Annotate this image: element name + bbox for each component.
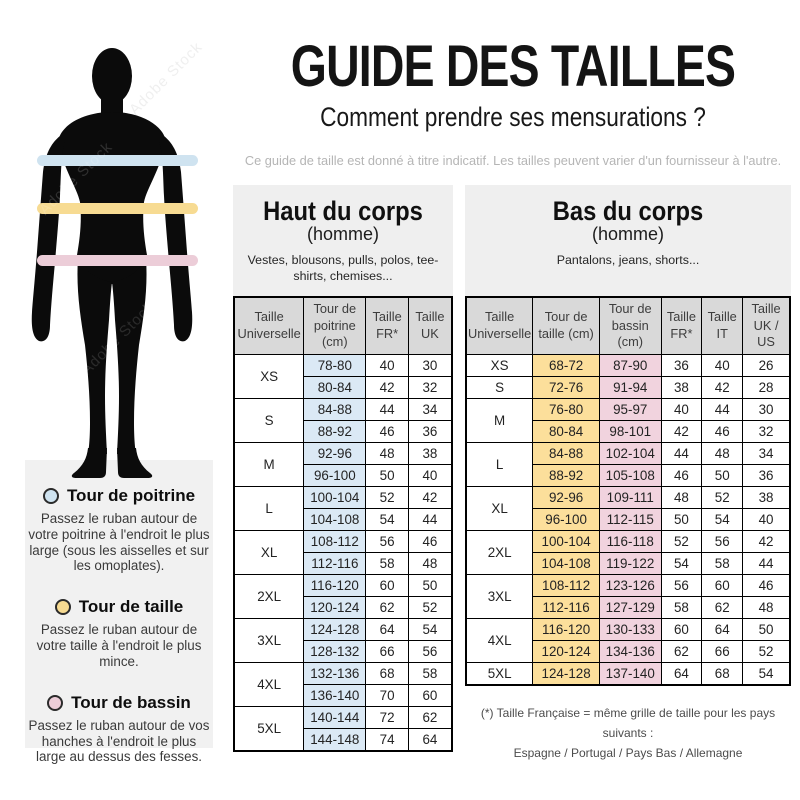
- measure-cell: 68: [702, 663, 743, 686]
- measure-cell: 87-90: [599, 355, 661, 377]
- measure-cell: 60: [661, 619, 702, 641]
- column-header: Taille IT: [702, 297, 743, 355]
- measure-cell: 98-101: [599, 421, 661, 443]
- measure-cell: 50: [702, 465, 743, 487]
- chest-color-dot-icon: [43, 488, 59, 504]
- measure-cell: 50: [366, 465, 409, 487]
- measure-cell: 112-116: [304, 553, 366, 575]
- measure-cell: 54: [661, 553, 702, 575]
- size-cell: 5XL: [466, 663, 533, 686]
- column-header: Tour de taille (cm): [533, 297, 600, 355]
- table-row: [234, 619, 452, 641]
- size-cell: 3XL: [466, 575, 533, 619]
- measure-cell: 116-120: [533, 619, 600, 641]
- legend-item-waist: [25, 597, 213, 669]
- measure-cell: 120-124: [304, 597, 366, 619]
- size-cell: 2XL: [234, 575, 304, 619]
- measure-cell: 42: [702, 377, 743, 399]
- stock-watermark: Adobe Stock: [126, 38, 207, 119]
- measure-cell: 46: [743, 575, 790, 597]
- measure-cell: 42: [743, 531, 790, 553]
- measure-cell: 30: [743, 399, 790, 421]
- size-cell: L: [234, 487, 304, 531]
- size-cell: 5XL: [234, 707, 304, 752]
- size-cell: L: [466, 443, 533, 487]
- size-cell: M: [466, 399, 533, 443]
- measure-cell: 108-112: [304, 531, 366, 553]
- column-header: Tour de poitrine (cm): [304, 297, 366, 355]
- footnote-line1: (*) Taille Française = même grille de taille pour les pays suivants :: [480, 706, 776, 740]
- measure-cell: 76-80: [533, 399, 600, 421]
- measure-cell: 64: [661, 663, 702, 686]
- measure-cell: 64: [366, 619, 409, 641]
- page-subtitle: Comment prendre ses mensurations ?: [320, 102, 706, 132]
- legend-title: Tour de bassin: [71, 692, 191, 712]
- legend-item-hips: [25, 693, 213, 765]
- lower-body-size-table: [465, 296, 791, 686]
- measure-cell: 32: [743, 421, 790, 443]
- measure-cell: 80-84: [533, 421, 600, 443]
- measure-cell: 104-108: [533, 553, 600, 575]
- table-row: [466, 487, 790, 509]
- measure-cell: 44: [702, 399, 743, 421]
- table-row: [466, 663, 790, 686]
- size-cell: S: [234, 399, 304, 443]
- header: [230, 34, 796, 133]
- measure-cell: 52: [366, 487, 409, 509]
- measure-cell: 128-132: [304, 641, 366, 663]
- measure-cell: 56: [702, 531, 743, 553]
- table-row: [234, 355, 452, 377]
- measure-cell: 64: [702, 619, 743, 641]
- column-header: Taille UK: [408, 297, 452, 355]
- measure-cell: 36: [408, 421, 452, 443]
- measure-cell: 50: [661, 509, 702, 531]
- measure-cell: 66: [366, 641, 409, 663]
- measure-cell: 48: [366, 443, 409, 465]
- legend-item-chest: [25, 486, 213, 574]
- size-cell: 4XL: [234, 663, 304, 707]
- measure-cell: 80-84: [304, 377, 366, 399]
- measure-cell: 140-144: [304, 707, 366, 729]
- measure-cell: 112-115: [599, 509, 661, 531]
- table-row: [466, 377, 790, 399]
- legend-panel: [25, 460, 213, 765]
- measure-cell: 44: [408, 509, 452, 531]
- measure-cell: 92-96: [304, 443, 366, 465]
- measure-cell: 108-112: [533, 575, 600, 597]
- footnote: [465, 704, 791, 763]
- table-row: [234, 531, 452, 553]
- footnote-line2: Espagne / Portugal / Pays Bas / Allemagne: [513, 745, 743, 760]
- upper-panel-gender: (homme): [306, 224, 379, 244]
- measure-cell: 46: [702, 421, 743, 443]
- size-cell: 2XL: [466, 531, 533, 575]
- table-row: [234, 663, 452, 685]
- size-cell: XS: [466, 355, 533, 377]
- disclaimer-text: Ce guide de taille est donné à titre indicatif. Les tailles peuvent varier d'un fournisseur à l'autre.: [244, 153, 782, 168]
- legend-text: Passez le ruban autour de votre poitrine à l'endroit le plus large (sous les aisselles et sur les omoplates).: [28, 511, 210, 574]
- measure-cell: 72-76: [533, 377, 600, 399]
- upper-panel-header: [233, 185, 453, 296]
- measure-cell: 54: [366, 509, 409, 531]
- size-cell: XL: [466, 487, 533, 531]
- measure-cell: 48: [702, 443, 743, 465]
- measure-cell: 36: [743, 465, 790, 487]
- measure-cell: 58: [661, 597, 702, 619]
- measure-cell: 132-136: [304, 663, 366, 685]
- legend-title-row: [25, 693, 213, 713]
- measure-cell: 68: [366, 663, 409, 685]
- measure-cell: 48: [661, 487, 702, 509]
- column-header: Tour de bassin (cm): [599, 297, 661, 355]
- measure-cell: 48: [743, 597, 790, 619]
- measure-cell: 28: [743, 377, 790, 399]
- table-row: [466, 355, 790, 377]
- hips-measure-band: [37, 255, 198, 266]
- measure-cell: 102-104: [599, 443, 661, 465]
- measure-cell: 56: [366, 531, 409, 553]
- measure-cell: 34: [743, 443, 790, 465]
- measure-cell: 46: [661, 465, 702, 487]
- legend-title: Tour de taille: [78, 597, 184, 617]
- table-row: [466, 443, 790, 465]
- measure-cell: 137-140: [599, 663, 661, 686]
- table-row: [466, 531, 790, 553]
- measure-cell: 58: [702, 553, 743, 575]
- lower-panel-description: Pantalons, jeans, shorts...: [556, 252, 700, 267]
- measure-cell: 42: [366, 377, 409, 399]
- measure-cell: 54: [743, 663, 790, 686]
- measure-cell: 66: [702, 641, 743, 663]
- size-cell: XS: [234, 355, 304, 399]
- page-title: GUIDE DES TAILLES: [290, 34, 736, 99]
- lower-panel-header: [465, 185, 791, 296]
- measure-cell: 46: [366, 421, 409, 443]
- measure-cell: 88-92: [533, 465, 600, 487]
- measure-cell: 68-72: [533, 355, 600, 377]
- measure-cell: 136-140: [304, 685, 366, 707]
- measure-cell: 60: [702, 575, 743, 597]
- measure-cell: 30: [408, 355, 452, 377]
- measure-cell: 120-124: [533, 641, 600, 663]
- measure-cell: 127-129: [599, 597, 661, 619]
- size-cell: S: [466, 377, 533, 399]
- measure-cell: 40: [366, 355, 409, 377]
- measure-cell: 96-100: [304, 465, 366, 487]
- measure-cell: 44: [661, 443, 702, 465]
- measure-cell: 38: [661, 377, 702, 399]
- size-cell: XL: [234, 531, 304, 575]
- measure-cell: 112-116: [533, 597, 600, 619]
- legend-title-row: [25, 486, 213, 506]
- chest-measure-band: [37, 155, 198, 166]
- measure-cell: 54: [408, 619, 452, 641]
- measure-cell: 26: [743, 355, 790, 377]
- size-cell: 3XL: [234, 619, 304, 663]
- measure-cell: 56: [661, 575, 702, 597]
- measure-cell: 38: [408, 443, 452, 465]
- upper-body-panel: [233, 185, 453, 752]
- lower-panel-gender: (homme): [591, 224, 664, 244]
- table-row: [234, 399, 452, 421]
- legend-title: Tour de poitrine: [66, 486, 196, 505]
- measure-cell: 78-80: [304, 355, 366, 377]
- measure-cell: 52: [702, 487, 743, 509]
- measure-cell: 38: [743, 487, 790, 509]
- measure-cell: 44: [366, 399, 409, 421]
- measure-cell: 54: [702, 509, 743, 531]
- upper-body-size-table: [233, 296, 453, 752]
- measure-cell: 144-148: [304, 729, 366, 752]
- column-header: Taille FR*: [366, 297, 409, 355]
- upper-panel-title: Haut du corps: [263, 196, 423, 226]
- measure-cell: 100-104: [304, 487, 366, 509]
- measure-cell: 119-122: [599, 553, 661, 575]
- measure-cell: 62: [702, 597, 743, 619]
- measure-cell: 84-88: [533, 443, 600, 465]
- measure-cell: 32: [408, 377, 452, 399]
- measure-cell: 105-108: [599, 465, 661, 487]
- measure-cell: 46: [408, 531, 452, 553]
- measure-cell: 52: [408, 597, 452, 619]
- legend-text: Passez le ruban autour de votre taille à l'endroit le plus mince.: [36, 622, 202, 669]
- measure-cell: 60: [408, 685, 452, 707]
- measure-cell: 42: [661, 421, 702, 443]
- upper-panel-description: Vestes, blousons, pulls, polos, tee-shirts, chemises...: [247, 252, 439, 283]
- measure-cell: 130-133: [599, 619, 661, 641]
- measure-cell: 62: [408, 707, 452, 729]
- measure-cell: 95-97: [599, 399, 661, 421]
- column-header: Taille Universelle: [466, 297, 533, 355]
- measure-cell: 88-92: [304, 421, 366, 443]
- measure-cell: 50: [743, 619, 790, 641]
- column-header: Taille Universelle: [234, 297, 304, 355]
- measure-cell: 96-100: [533, 509, 600, 531]
- measure-cell: 64: [408, 729, 452, 752]
- measure-cell: 72: [366, 707, 409, 729]
- table-row: [234, 443, 452, 465]
- measure-cell: 52: [743, 641, 790, 663]
- waist-color-dot-icon: [55, 599, 71, 615]
- measure-cell: 116-118: [599, 531, 661, 553]
- measure-cell: 58: [408, 663, 452, 685]
- measure-cell: 100-104: [533, 531, 600, 553]
- measure-cell: 62: [661, 641, 702, 663]
- measure-cell: 40: [702, 355, 743, 377]
- measure-cell: 134-136: [599, 641, 661, 663]
- lower-panel-title: Bas du corps: [552, 196, 704, 226]
- measure-cell: 116-120: [304, 575, 366, 597]
- measure-cell: 34: [408, 399, 452, 421]
- measure-cell: 70: [366, 685, 409, 707]
- measure-cell: 52: [661, 531, 702, 553]
- measure-cell: 44: [743, 553, 790, 575]
- measure-cell: 40: [661, 399, 702, 421]
- measure-cell: 48: [408, 553, 452, 575]
- measure-cell: 42: [408, 487, 452, 509]
- measure-cell: 123-126: [599, 575, 661, 597]
- measure-cell: 91-94: [599, 377, 661, 399]
- legend-text: Passez le ruban autour de vos hanches à l'endroit le plus large au dessus des fesses.: [28, 717, 210, 765]
- waist-measure-band: [37, 203, 198, 214]
- measure-cell: 60: [366, 575, 409, 597]
- measure-cell: 58: [366, 553, 409, 575]
- measure-cell: 56: [408, 641, 452, 663]
- column-header: Taille UK / US: [743, 297, 790, 355]
- legend-title-row: [25, 597, 213, 617]
- measure-cell: 84-88: [304, 399, 366, 421]
- column-header: Taille FR*: [661, 297, 702, 355]
- table-row: [466, 619, 790, 641]
- table-row: [466, 399, 790, 421]
- measure-cell: 124-128: [304, 619, 366, 641]
- measure-cell: 92-96: [533, 487, 600, 509]
- measure-cell: 109-111: [599, 487, 661, 509]
- measure-cell: 124-128: [533, 663, 600, 686]
- measure-cell: 50: [408, 575, 452, 597]
- measure-cell: 36: [661, 355, 702, 377]
- measure-cell: 74: [366, 729, 409, 752]
- table-row: [234, 707, 452, 729]
- size-cell: 4XL: [466, 619, 533, 663]
- lower-body-panel: [465, 185, 791, 686]
- size-cell: M: [234, 443, 304, 487]
- hips-color-dot-icon: [47, 695, 63, 711]
- table-row: [234, 487, 452, 509]
- measure-cell: 104-108: [304, 509, 366, 531]
- measure-cell: 62: [366, 597, 409, 619]
- measure-cell: 40: [408, 465, 452, 487]
- table-row: [466, 575, 790, 597]
- measure-cell: 40: [743, 509, 790, 531]
- table-row: [234, 575, 452, 597]
